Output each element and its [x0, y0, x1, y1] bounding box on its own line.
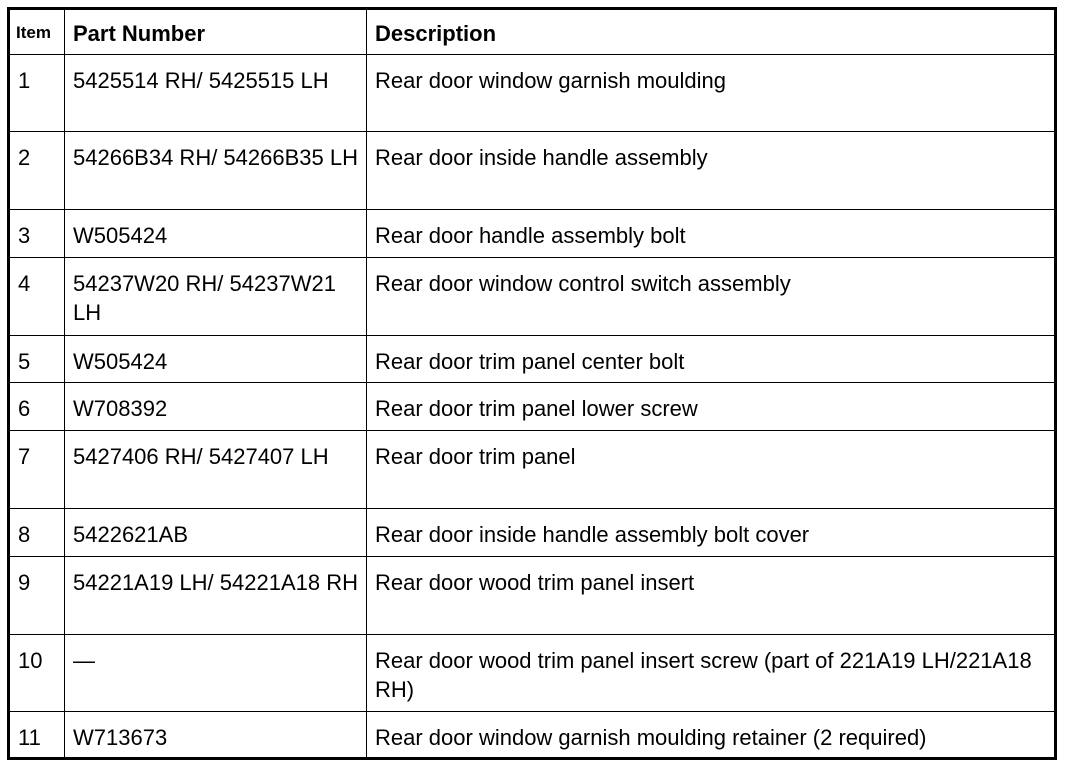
table-row — [9, 712, 1056, 759]
part-number-cell: — — [65, 635, 367, 712]
part-number-cell: W505424 — [65, 210, 367, 258]
part-number-cell: W708392 — [65, 383, 367, 431]
part-number-cell: 5427406 RH/ 5427407 LH — [65, 431, 367, 509]
item-cell: 9 — [9, 557, 65, 635]
table-row — [9, 132, 1056, 210]
item-cell: 6 — [9, 383, 65, 431]
table-row — [9, 431, 1056, 509]
description-cell: Rear door inside handle assembly — [367, 132, 1056, 210]
item-cell: 3 — [9, 210, 65, 258]
table-row — [9, 210, 1056, 258]
table-row — [9, 383, 1056, 431]
description-cell: Rear door trim panel — [367, 431, 1056, 509]
column-header-item: Item — [9, 9, 65, 55]
item-cell: 1 — [9, 55, 65, 132]
part-number-cell: W713673 — [65, 712, 367, 759]
part-number-cell: W505424 — [65, 336, 367, 383]
item-cell: 5 — [9, 336, 65, 383]
part-number-cell: 5422621AB — [65, 509, 367, 557]
table-row — [9, 336, 1056, 383]
item-cell: 7 — [9, 431, 65, 509]
table-row — [9, 258, 1056, 336]
part-number-cell: 54237W20 RH/ 54237W21 LH — [65, 258, 367, 336]
part-number-cell: 54266B34 RH/ 54266B35 LH — [65, 132, 367, 210]
column-header-part-number: Part Number — [65, 9, 367, 55]
description-cell: Rear door trim panel center bolt — [367, 336, 1056, 383]
description-cell: Rear door handle assembly bolt — [367, 210, 1056, 258]
parts-table — [7, 7, 1057, 760]
table-row — [9, 635, 1056, 712]
part-number-cell: 5425514 RH/ 5425515 LH — [65, 55, 367, 132]
table-row — [9, 557, 1056, 635]
table-header-row — [9, 9, 1056, 55]
description-cell: Rear door wood trim panel insert — [367, 557, 1056, 635]
table-row — [9, 55, 1056, 132]
description-cell: Rear door window control switch assembly — [367, 258, 1056, 336]
description-cell: Rear door window garnish moulding retainer (2 required) — [367, 712, 1056, 759]
column-header-description: Description — [367, 9, 1056, 55]
description-cell: Rear door window garnish moulding — [367, 55, 1056, 132]
description-cell: Rear door inside handle assembly bolt cover — [367, 509, 1056, 557]
table-row — [9, 509, 1056, 557]
part-number-cell: 54221A19 LH/ 54221A18 RH — [65, 557, 367, 635]
item-cell: 11 — [9, 712, 65, 759]
item-cell: 4 — [9, 258, 65, 336]
description-cell: Rear door trim panel lower screw — [367, 383, 1056, 431]
item-cell: 8 — [9, 509, 65, 557]
description-cell: Rear door wood trim panel insert screw (part of 221A19 LH/221A18 RH) — [367, 635, 1056, 712]
item-cell: 2 — [9, 132, 65, 210]
item-cell: 10 — [9, 635, 65, 712]
